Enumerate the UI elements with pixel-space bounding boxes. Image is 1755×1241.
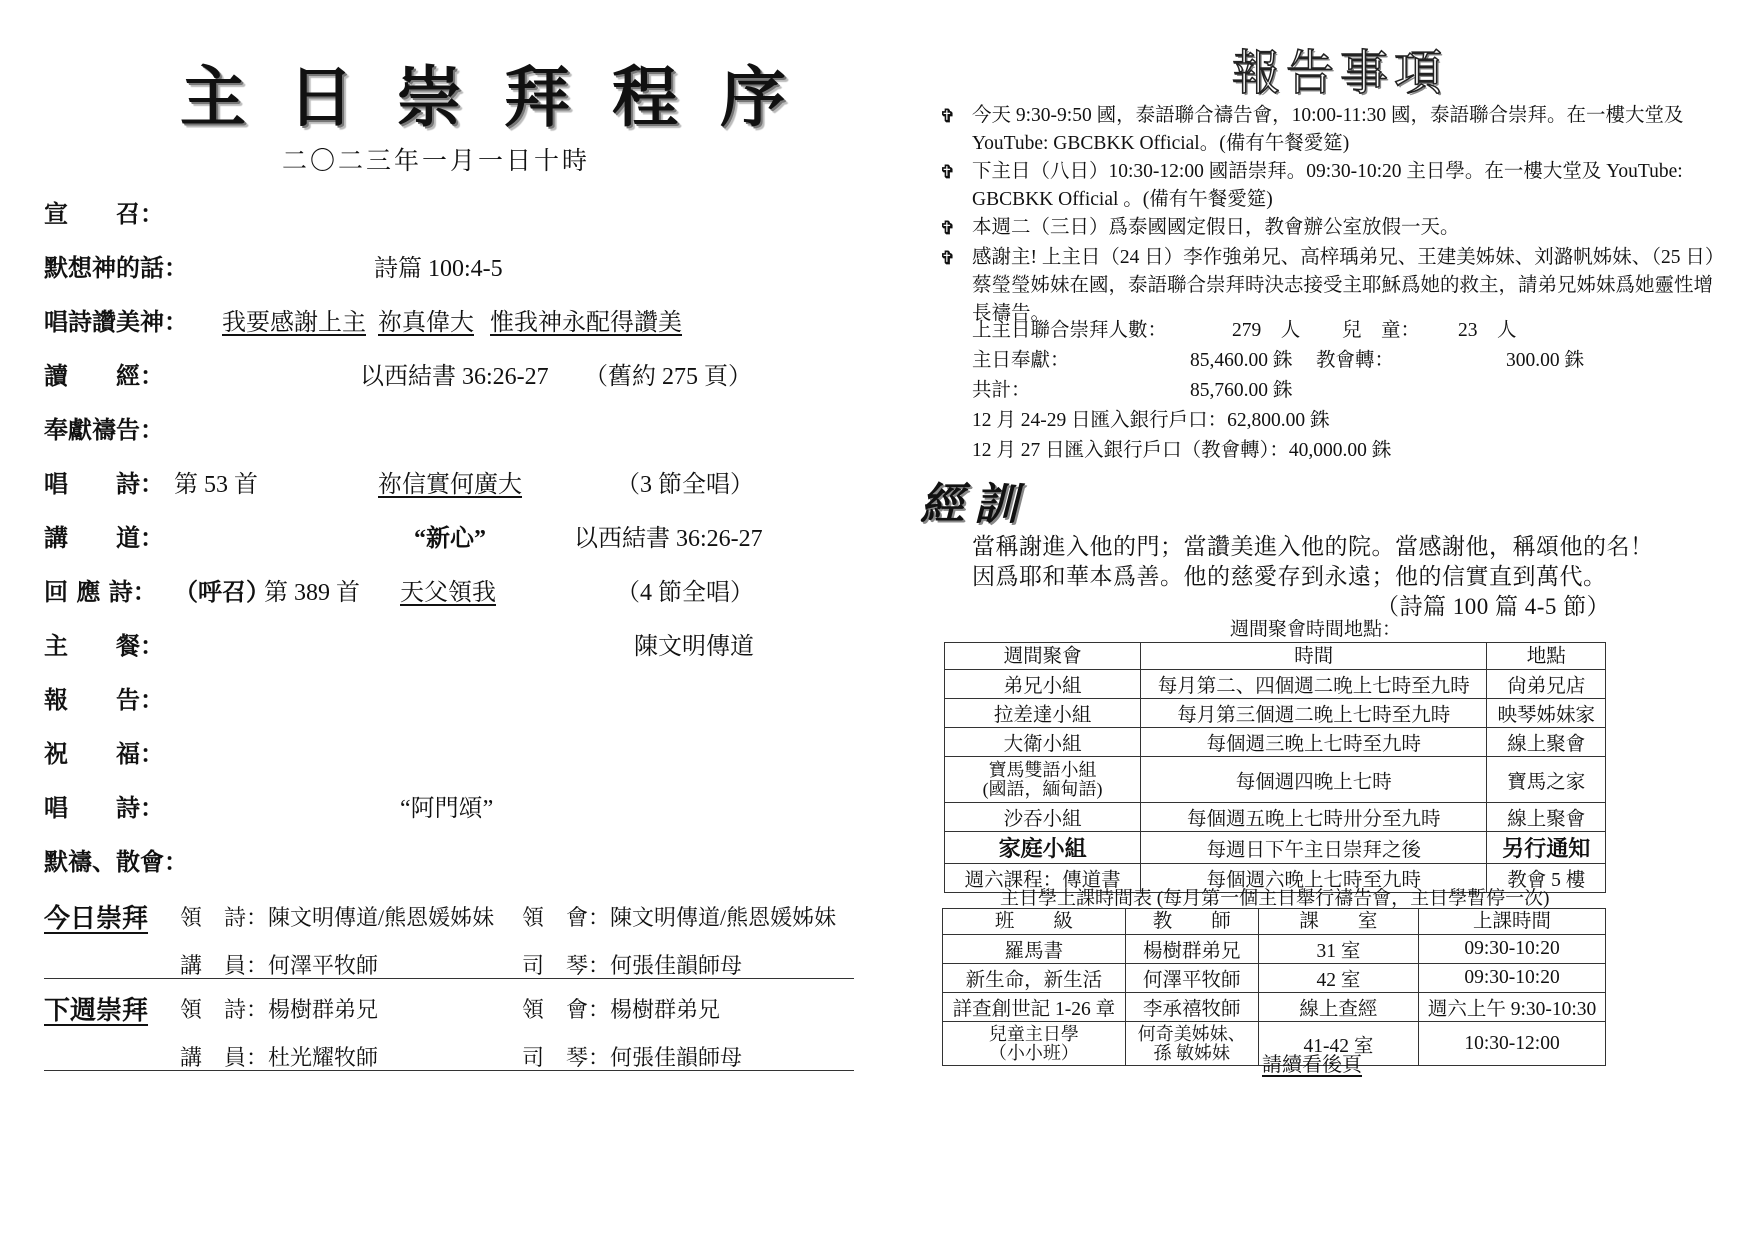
worship-program (44, 40, 844, 1220)
table-header-row: 班 級 教 師 課 室 上課時間 (943, 909, 1606, 935)
staff-cell: 講 員：何澤平牧師 (180, 953, 379, 978)
table-row: 弟兄小組 每月第二、四個週二晚上七時至九時 尙弟兄店 (945, 670, 1606, 699)
program-item-report (44, 680, 844, 724)
program-title: 主日崇拜程序 (180, 58, 828, 136)
program-item-dismissal (44, 842, 844, 886)
cross-icon: ✞ (940, 106, 956, 126)
total-value: 85,760.00 銖 (1190, 380, 1293, 401)
attendance-value: 279 人 (1232, 320, 1301, 341)
table-row: 寶馬雙語小組 (國語，緬甸語) 每個週四晚上七時 寶馬之家 (945, 757, 1606, 803)
attendance-label: 上主日聯合崇拜人數： (972, 320, 1168, 341)
table-row: 大衛小組 每個週三晚上七時至九時 線上聚會 (945, 728, 1606, 757)
continue-next-page: 請續看後頁 (1262, 1054, 1362, 1076)
cross-icon: ✞ (940, 248, 956, 268)
staff-next-label: 下週崇拜 (44, 996, 149, 1026)
announcement-item: ✞ 今天 9:30-9:50 國，泰語聯合禱告會，10:00-11:30 國，泰語聯合崇拜。在一樓大堂及 YouTube: GBCBKK Official。(備有午餐愛筵) (940, 102, 1730, 158)
program-item-call (44, 194, 844, 238)
program-label: 唱 詩： (44, 469, 164, 498)
program-item-praise (44, 302, 844, 346)
response-hymn-title: 天父領我 (400, 580, 496, 606)
verse-line-1: 當稱謝進入他的門；當讚美進入他的院。當感謝他，稱頌他的名！ (972, 534, 1654, 559)
table-row: 週六課程：傳道書 每個週六晚上七時至九時 教會 5 樓 (945, 864, 1606, 893)
program-item-reading (44, 356, 844, 400)
table-row: 羅馬書 楊樹群弟兄 31 室 09:30-10:20 (943, 935, 1606, 964)
program-label: 唱詩讚美神： (44, 307, 188, 336)
announcements-panel: 報告事項 ✞ 今天 9:30-9:50 國，泰語聯合禱告會，10:00-11:30 國，泰語聯合崇拜。在一樓大堂及 YouTube: GBCBKK Official。(備有午餐愛筵) ✞ 下主日（八日）10:30-12:00 國語崇拜。09:30-10:20 主日學。在一樓大堂及 YouTube: GBCBKK Official 。(備有午餐愛筵) ✞ 本週二（三日）爲泰國國定假日，教會辦公室放假一天。 ✞ 感謝主! 上主日（24 日）李作強弟兄、高梓瑀弟兄、王建美姊妹、刘潞帆姊妹、（25 日）蔡瑩瑩姊妹在國，泰語聯合崇拜時決志接受主耶穌爲她的救主，請弟兄姊妹爲她靈性增長禱告。 上主日聯合崇拜人數： 279 人 兒 童： 23 人 主日奉獻： 85,460.00 銖 教會轉： 300.00 銖 共計： 85,760.00 銖 12 月 24-29 日匯入銀行戶口：62,800.00 銖 12 月 27 日匯入銀行戶口（教會轉）：40,000.00 銖 經訓 當稱謝進入他的門；當讚美進入他的院。當感謝他，稱頌他的名！ 因爲耶和華本爲善。他的慈愛存到永遠；他的信實直到萬代。 （詩篇 100 篇 4-5 節） 週間聚會時間地點： 週間聚會 時間 地點 弟兄小組 每月第二、四個週二晚上七時至九時 尙弟兄店 拉差達小組 每月第三個週二晚上七時至九時 映琴姊妹家 大衛小組 每個週三晚上七時至九時 線上聚會 寶馬雙語小組 (國語，緬甸語) 每個週四晚上七時 寶馬之家 沙吞小組 每個週五晚上七時卅分至九時 線上聚會 家庭小組 每週日下午主日崇拜之後 另行通知 週六課程：傳道書 每個週六晚上七時至九時 教會 5 樓 主日學上課時間表 (每月第一個主日舉行禱告會，主日學暫停一次) 班 級 教 師 課 室 上課時間 羅馬書 楊樹群弟兄 31 室 09:30-10:20 新生命，新生活 何澤平牧師 42 室 09:30-10:20 詳查創世記 1-26 章 李承禧牧師 線上查經 週六上午 9:30-10:30 兒童主日學 （小小班） 何奇美姊妹、 孫 敏姊妹 41-42 室 10:30-12:00 請續看後頁 (940, 34, 1730, 1224)
program-label: 默禱、散會： (44, 847, 188, 876)
children-label: 兒 童： (1342, 320, 1421, 341)
response-hymn-number: 第 389 首 (264, 580, 360, 606)
hymn-1: 我要感謝上主 (222, 310, 366, 336)
hymn-number: 第 53 首 (174, 472, 258, 498)
weekly-caption: 週間聚會時間地點： (1230, 619, 1402, 640)
verse-line-2: 因爲耶和華本爲善。他的慈愛存到永遠；他的信實直到萬代。 (972, 564, 1607, 589)
table-row: 家庭小組 每週日下午主日崇拜之後 另行通知 (945, 832, 1606, 864)
hymn-title: 祢信實何廣大 (378, 472, 522, 498)
staff-cell: 領 詩：楊樹群弟兄 (180, 997, 379, 1022)
table-row: 兒童主日學 （小小班） 何奇美姊妹、 孫 敏姊妹 41-42 室 10:30-12:00 (943, 1022, 1606, 1066)
staff-cell: 領 會：楊樹群弟兄 (522, 997, 721, 1022)
program-item-hymn (44, 464, 844, 508)
hymn-verses: （3 節全唱） (616, 472, 754, 498)
announcement-item: ✞ 下主日（八日）10:30-12:00 國語崇拜。09:30-10:20 主日學。在一樓大堂及 YouTube: GBCBKK Official 。(備有午餐愛筵) (940, 158, 1730, 214)
program-item-response-hymn (44, 572, 844, 616)
table-header-row: 週間聚會 時間 地點 (945, 643, 1606, 670)
announcement-item: ✞ 本週二（三日）爲泰國國定假日，教會辦公室放假一天。 (940, 214, 1730, 242)
offering-label: 主日奉獻： (972, 350, 1070, 371)
program-label: 默想神的話： (44, 253, 188, 282)
transfer-label: 教會轉： (1316, 350, 1395, 371)
transfer-value: 300.00 銖 (1506, 350, 1585, 371)
program-item-sermon (44, 518, 844, 562)
program-label: 報 告： (44, 685, 164, 714)
weekly-meetings-table (944, 642, 1606, 893)
staff-cell: 講 員：杜光耀牧師 (180, 1045, 379, 1070)
sunday-school-caption: 主日學上課時間表 (每月第一個主日舉行禱告會，主日學暫停一次) (1000, 888, 1550, 909)
sunday-school-table (942, 908, 1606, 1066)
program-date: 二〇二三年一月一日十時 (282, 146, 591, 175)
communion-leader: 陳文明傳道 (634, 634, 754, 660)
hymn-3: 惟我神永配得讚美 (490, 310, 682, 336)
cross-icon: ✞ (940, 218, 956, 238)
table-row: 詳查創世記 1-26 章 李承禧牧師 線上查經 週六上午 9:30-10:30 (943, 993, 1606, 1022)
program-label: 主 餐： (44, 631, 164, 660)
program-label: 讀 經： (44, 361, 164, 390)
closing-hymn-title: “阿門頌” (400, 796, 494, 822)
table-row: 新生命，新生活 何澤平牧師 42 室 09:30-10:20 (943, 964, 1606, 993)
meditation-scripture: 詩篇 100:4-5 (374, 256, 503, 282)
response-hymn-verses: （4 節全唱） (616, 580, 754, 606)
program-label: 回 應 詩： (44, 577, 157, 606)
reading-page: （舊約 275 頁） (584, 364, 752, 390)
program-item-closing-hymn (44, 788, 844, 832)
program-item-blessing (44, 734, 844, 778)
total-label: 共計： (972, 380, 1031, 401)
staff-cell: 司 琴：何張佳韻師母 (522, 1045, 743, 1070)
program-item-offering-prayer (44, 410, 844, 454)
cross-icon: ✞ (940, 162, 956, 182)
program-label: 唱 詩： (44, 793, 164, 822)
table-row: 沙吞小組 每個週五晚上七時卅分至九時 線上聚會 (945, 803, 1606, 832)
staff-cell: 領 詩：陳文明傳道/熊恩媛姊妹 (180, 905, 495, 930)
verse-reference: （詩篇 100 篇 4-5 節） (1376, 594, 1611, 619)
program-label: 宣 召： (44, 199, 164, 228)
announcement-item: ✞ 感謝主! 上主日（24 日）李作強弟兄、高梓瑀弟兄、王建美姊妹、刘潞帆姊妹、（25 日）蔡瑩瑩姊妹在國，泰語聯合崇拜時決志接受主耶穌爲她的救主，請弟兄姊妹爲她靈性增長禱告。 (940, 244, 1730, 328)
verse-title: 經訓 (920, 479, 1028, 530)
sermon-title: “新心” (414, 526, 486, 552)
table-row: 拉差達小組 每月第三個週二晚上七時至九時 映琴姊妹家 (945, 699, 1606, 728)
divider (44, 1070, 854, 1071)
sermon-scripture: 以西結書 36:26-27 (574, 526, 763, 552)
divider (44, 978, 854, 979)
children-value: 23 人 (1458, 320, 1517, 341)
staff-cell: 司 琴：何張佳韻師母 (522, 953, 743, 978)
response-call: （呼召） (174, 580, 270, 606)
program-item-communion (44, 626, 844, 670)
staff-today-label: 今日崇拜 (44, 904, 149, 934)
offering-value: 85,460.00 銖 (1190, 350, 1293, 371)
program-label: 奉獻禱告： (44, 415, 164, 444)
announcements-title: 報告事項 (1232, 45, 1449, 101)
staff-cell: 領 會：陳文明傳道/熊恩媛姊妹 (522, 905, 837, 930)
program-item-meditation (44, 248, 844, 292)
program-label: 祝 福： (44, 739, 164, 768)
reading-scripture: 以西結書 36:26-27 (360, 364, 549, 390)
hymn-2: 祢真偉大 (378, 310, 474, 336)
program-label: 講 道： (44, 523, 164, 552)
